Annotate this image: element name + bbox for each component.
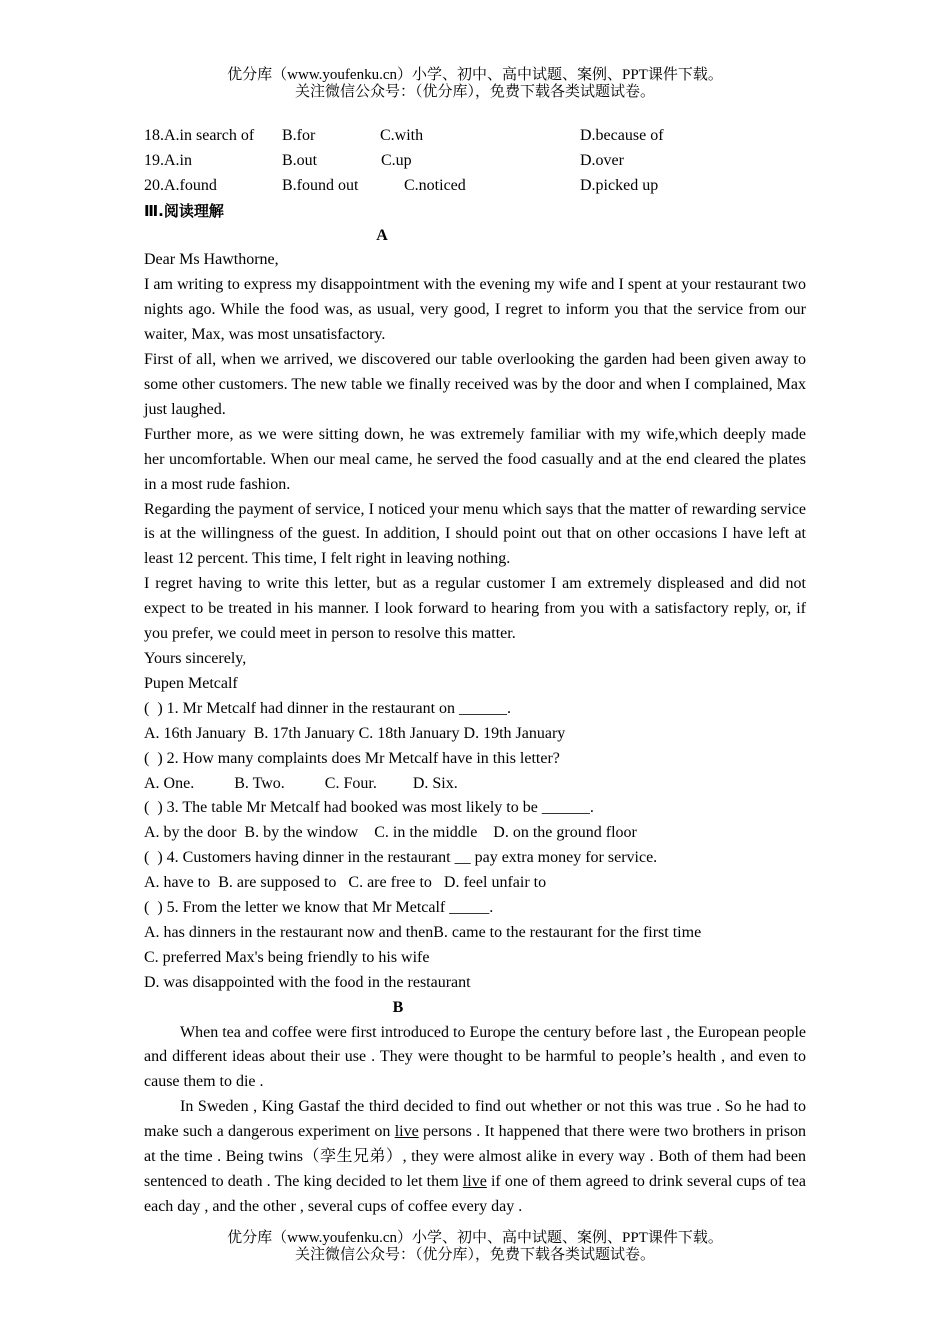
option-d: D.over: [580, 151, 624, 169]
passage-b-paragraph-2: [144, 1095, 806, 1220]
letter-paragraph: Regarding the payment of service, I noticed your menu which says that the matter of rewarding service is at the willingness of the guest. In addition, I should point out that on other occasions I have left at least 12 percent. This time, I felt right in leaving nothing.: [144, 500, 806, 568]
header-line-2: 关注微信公众号：（优分库），免费下载各类试题试卷。: [294, 84, 655, 100]
footer-line-1: 优分库（www.youfenku.cn）小学、初中、高中试题、案例、PPT课件下载。: [227, 1230, 723, 1246]
question-options: A. 16th January B. 17th January C. 18th January D. 19th January: [144, 724, 566, 742]
option-c: C.with: [380, 127, 424, 144]
letter-salutation: Dear Ms Hawthorne,: [144, 251, 279, 269]
question-stem: ( ) 4. Customers having dinner in the restaurant __ pay extra money for service.: [144, 849, 658, 867]
cloze-option-row: [144, 174, 806, 199]
passage-a-label: A: [376, 226, 388, 244]
passage-b-label: B: [392, 998, 404, 1016]
option-b: B.found out: [282, 176, 359, 194]
question-options: A. One. B. Two. C. Four. D. Six.: [144, 774, 458, 792]
option-b: B.out: [282, 151, 318, 169]
passage-b-paragraph-1: When tea and coffee were first introduced to Europe the century before last , the European people and different ideas about their use . They were thought to be harmful to people’s health , and even to cause them to die .: [144, 1023, 806, 1091]
option-d: D.because of: [580, 127, 664, 144]
underlined-word: live: [462, 1173, 487, 1191]
option-a: 19.A.in: [144, 151, 192, 169]
text-run: In Sweden , King Gastaf the third decided to find out whether or not this was true . So he had to make such a dangerous experiment on: [144, 1098, 806, 1141]
question-options: C. preferred Max's being friendly to his wife: [144, 948, 430, 966]
header-line-1: 优分库（www.youfenku.cn）小学、初中、高中试题、案例、PPT课件下载。: [227, 67, 723, 83]
section-title: Ⅲ.阅读理解: [144, 201, 224, 220]
cloze-option-row: [144, 149, 806, 174]
option-c: C.up: [381, 151, 412, 169]
letter-paragraph: I regret having to write this letter, but as a regular customer I am extremely displeased and did not expect to be treated in his manner. I look forward to hearing from you with a satisfactory reply, or, if you prefer, we could meet in person to resolve this matter.: [144, 575, 806, 643]
cloze-option-row: [144, 124, 806, 149]
text-run: persons . It happened that there were two brothers in prison at the time . Being twins（孪生兄弟）, they were almost alike in every way . Both of them had been sentenced to death . The king decided to let them: [144, 1123, 807, 1191]
page-header: [0, 67, 950, 101]
option-b: B.for: [282, 127, 316, 144]
letter-signature: Pupen Metcalf: [144, 674, 238, 692]
letter-closing: Yours sincerely,: [144, 649, 247, 667]
question-stem: ( ) 2. How many complaints does Mr Metcalf have in this letter?: [144, 749, 560, 767]
question-3: [144, 796, 806, 846]
question-options: D. was disappointed with the food in the restaurant: [144, 973, 471, 991]
question-stem: ( ) 1. Mr Metcalf had dinner in the restaurant on ______.: [144, 699, 512, 717]
question-stem: ( ) 5. From the letter we know that Mr Metcalf _____.: [144, 899, 494, 917]
question-4: [144, 846, 806, 896]
question-1: [144, 697, 806, 747]
letter-paragraph: Further more, as we were sitting down, he was extremely familiar with my wife,which deeply made her uncomfortable. When our meal came, he served the food casually and at the end cleared the plates in a most rude fashion.: [144, 425, 806, 493]
letter-paragraph: I am writing to express my disappointment with the evening my wife and I spent at your restaurant two nights ago. While the food was, as usual, very good, I regret to inform you that the service from our waiter, Max, was most unsatisfactory.: [144, 276, 806, 344]
option-a: 18.A.in search of: [144, 127, 255, 144]
option-a: 20.A.found: [144, 176, 217, 194]
text-run: if one of them agreed to drink several cups of tea each day , and the other , several cups of coffee every day .: [144, 1173, 806, 1215]
letter-paragraph: First of all, when we arrived, we discovered our table overlooking the garden had been given away to some other customers. The new table we finally received was by the door and when I complained, Max just laughed.: [144, 351, 806, 418]
question-options: A. by the door B. by the window C. in the middle D. on the ground floor: [144, 824, 637, 842]
question-options: A. have to B. are supposed to C. are free to D. feel unfair to: [144, 874, 547, 892]
question-2: [144, 747, 806, 797]
question-stem: ( ) 3. The table Mr Metcalf had booked was most likely to be ______.: [144, 799, 594, 817]
option-c: C.noticed: [404, 176, 466, 194]
underlined-word: live: [394, 1123, 419, 1141]
page-footer: [0, 1230, 950, 1264]
question-5: [144, 896, 806, 996]
option-d: D.picked up: [580, 176, 659, 194]
footer-line-2: 关注微信公众号：（优分库），免费下载各类试题试卷。: [294, 1247, 655, 1263]
question-options: A. has dinners in the restaurant now and thenB. came to the restaurant for the first time: [144, 923, 702, 941]
document-body: [144, 124, 806, 1220]
